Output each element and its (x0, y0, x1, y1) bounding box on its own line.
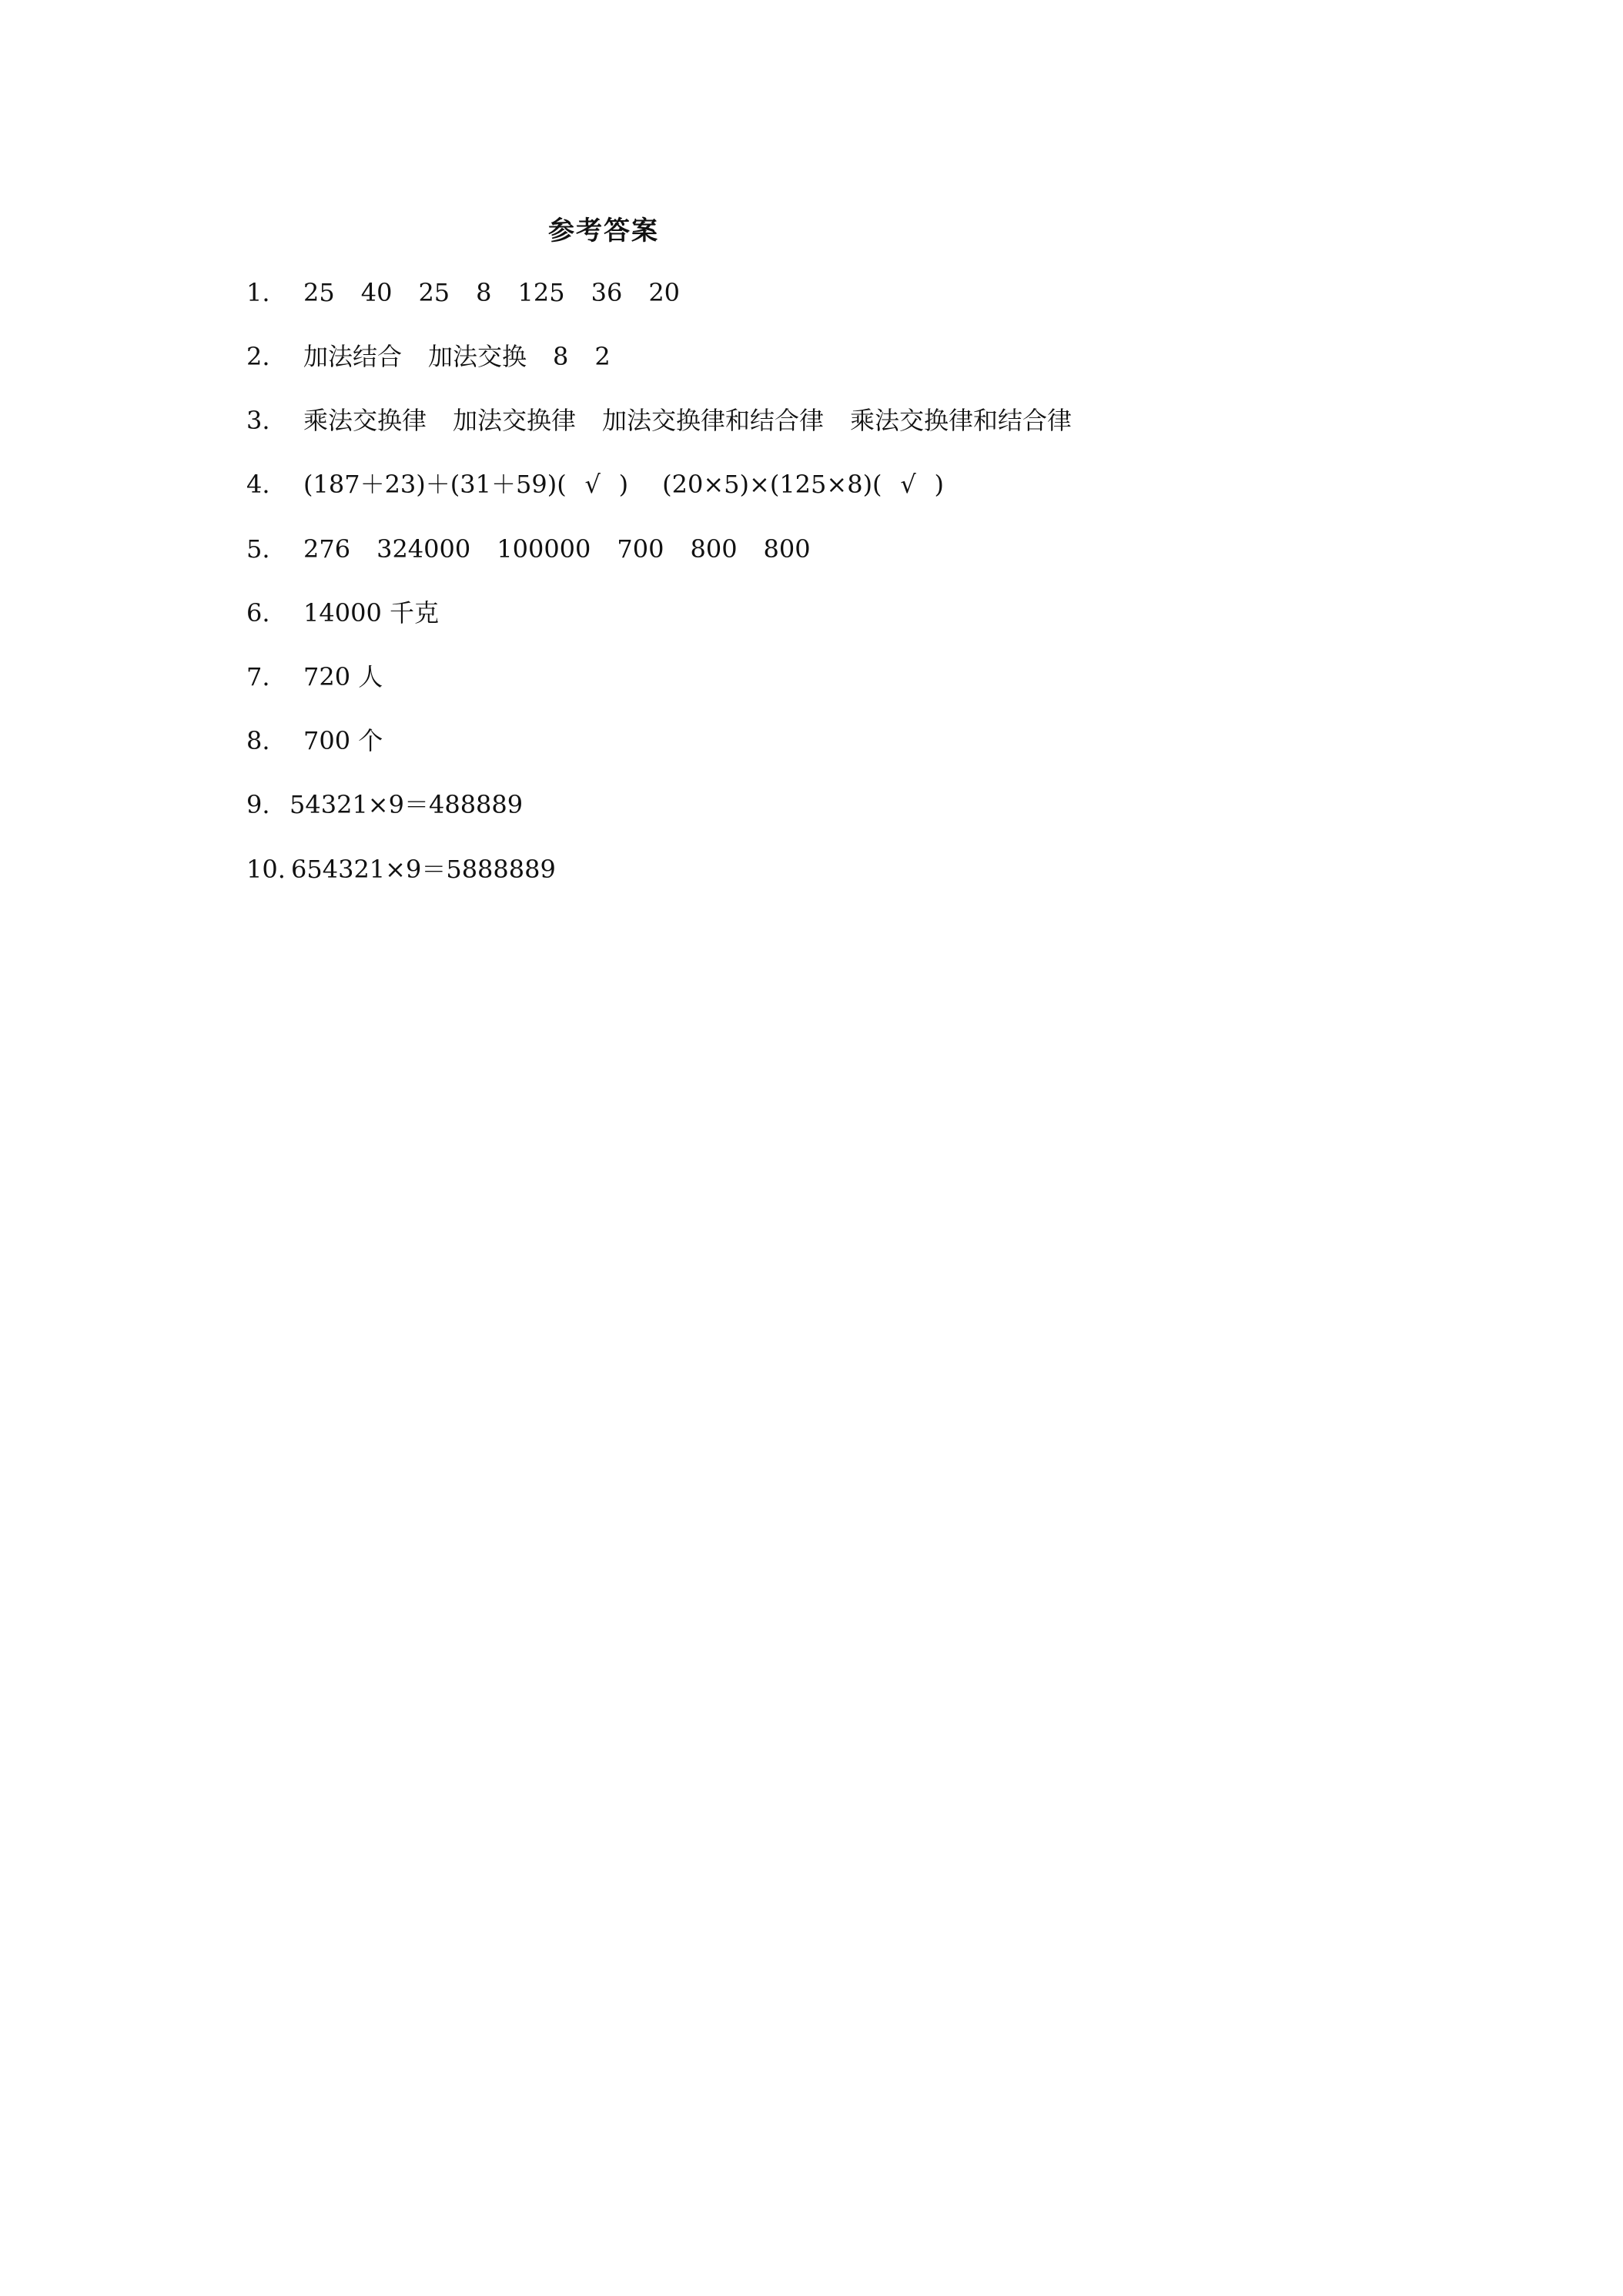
answer-item: 100000 (497, 534, 591, 564)
answer-item: 25 (303, 278, 335, 307)
answer-item: 加法交换律和结合律 (602, 406, 825, 435)
check-mark-1: √ (584, 470, 601, 499)
expression-1: (187＋23)＋(31＋59) (303, 470, 557, 499)
answer-4 (246, 465, 944, 504)
answer-items (303, 530, 811, 568)
answer-5 (246, 530, 811, 568)
answer-number: 4. (246, 470, 270, 499)
answer-2 (246, 337, 611, 376)
answer-items (303, 337, 611, 376)
answer-item: 加法结合 (303, 342, 403, 371)
answer-text: 720 人 (303, 662, 383, 691)
answer-item: 800 (690, 534, 738, 564)
answer-item: 8 (553, 342, 569, 371)
open-paren: ( (872, 470, 882, 499)
answer-item: 324000 (376, 534, 471, 564)
answer-item: 乘法交换律 (303, 406, 427, 435)
answer-item: 8 (476, 278, 492, 307)
answer-8 (246, 721, 383, 760)
answer-item: 2 (594, 342, 611, 371)
close-paren: ) (934, 470, 945, 499)
answer-6 (246, 594, 439, 632)
answer-text: 54321×9＝488889 (289, 790, 524, 819)
answer-number: 9. (246, 790, 270, 819)
answer-item: 20 (648, 278, 681, 307)
answer-text: 14000 千克 (303, 598, 439, 628)
answer-number: 10. (246, 855, 286, 884)
page-title: 参考答案 (548, 216, 659, 246)
close-paren: ) (618, 470, 629, 499)
answer-number: 6. (246, 598, 270, 628)
answer-item: 乘法交换律和结合律 (850, 406, 1073, 435)
answer-10 (246, 850, 556, 889)
answer-item: 25 (418, 278, 450, 307)
check-mark-2: √ (900, 470, 916, 499)
answer-item: 加法交换律 (453, 406, 577, 435)
answer-text: 700 个 (303, 726, 383, 755)
answer-1 (246, 273, 680, 312)
answer-text: 654321×9＝5888889 (291, 855, 556, 884)
answer-item: 40 (360, 278, 393, 307)
open-paren: ( (557, 470, 567, 499)
answer-item: 125 (517, 278, 565, 307)
answer-7 (246, 658, 383, 696)
answer-number: 3. (246, 406, 270, 435)
answer-9 (246, 785, 523, 824)
answer-number: 8. (246, 726, 270, 755)
answer-item: 276 (303, 534, 351, 564)
answer-number: 2. (246, 342, 270, 371)
answer-item: 加法交换 (428, 342, 527, 371)
answer-number: 1. (246, 278, 270, 307)
answer-number: 5. (246, 534, 270, 564)
expression-2: (20×5)×(125×8) (662, 470, 873, 499)
answer-number: 7. (246, 662, 270, 691)
answer-items (303, 273, 680, 312)
answer-item: 800 (763, 534, 811, 564)
answer-3 (246, 401, 1072, 440)
answer-item: 700 (617, 534, 664, 564)
answer-items (303, 401, 1072, 440)
answer-item: 36 (591, 278, 623, 307)
